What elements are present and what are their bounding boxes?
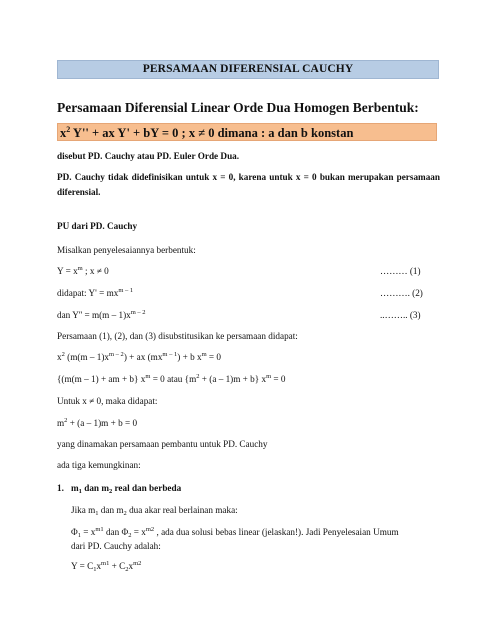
gen-s1: 1 <box>93 566 97 573</box>
case1-s1: 1 <box>78 488 82 495</box>
phi-c: dan Φ <box>103 527 129 537</box>
general-solution <box>71 561 141 571</box>
pembantu-line: yang dinamakan persamaan pembantu untuk PD. Cauchy <box>57 439 268 449</box>
gen-a: Y = C <box>71 561 94 571</box>
case1-num: 1. <box>57 483 64 493</box>
ref-2: ………. (2) <box>380 288 423 298</box>
eq-rest: Y'' + ax Y' + bY = 0 ; x ≠ 0 dimana : a dan b konstan <box>70 126 354 140</box>
eq2-sup: m – 1 <box>118 287 134 294</box>
jika-s1: 1 <box>95 510 99 517</box>
ref-1: ……… (1) <box>380 266 421 276</box>
eq1-b: ; x ≠ 0 <box>82 266 109 276</box>
misalkan-line: Misalkan penyelesaiannya berbentuk: <box>57 245 196 255</box>
jika-b: dan m <box>98 505 124 515</box>
eq4-s4: m <box>201 351 207 358</box>
eq5-s3: m <box>266 373 272 380</box>
phi-b: = x <box>80 527 96 537</box>
main-equation <box>57 123 437 141</box>
phi-e: , ada dua solusi bebas linear (jelaskan!). Jadi Penyelesaian Umum <box>154 527 399 537</box>
phi-d: = x <box>131 527 146 537</box>
eq6-a: m <box>57 418 65 428</box>
equation-2 <box>57 288 133 298</box>
tidak-paragraph: PD. Cauchy tidak didefinisikan untuk x = 0, karena untuk x = 0 bukan merupakan persamaan diferensial. <box>57 172 440 197</box>
disebut-line: disebut PD. Cauchy atau PD. Euler Orde Dua. <box>57 151 240 161</box>
gen-sp2: m2 <box>133 560 142 567</box>
eq-sup: 2 <box>66 125 71 134</box>
eq4-s3: m – 1 <box>162 351 178 358</box>
section-heading: Persamaan Diferensial Linear Orde Dua Homogen Berbentuk: <box>57 100 419 115</box>
eq6-b: + (a – 1)m + b = 0 <box>67 418 138 428</box>
eq4-a: x <box>57 352 62 362</box>
untuk-line: Untuk x ≠ 0, maka didapat: <box>57 396 158 406</box>
jika-line <box>71 505 238 515</box>
document-title: PERSAMAAN DIFERENSIAL CAUCHY <box>57 60 439 79</box>
eq3-sup: m – 2 <box>130 309 146 316</box>
eq4-b: (m(m – 1)x <box>64 352 109 362</box>
eq5-d: = 0 <box>271 374 286 384</box>
equation-5 <box>57 374 286 384</box>
phi-sp2: m2 <box>145 526 155 533</box>
subst-line: Persamaan (1), (2), dan (3) disubstitusikan ke persamaan didapat: <box>57 331 298 341</box>
phi-a: Φ <box>71 527 78 537</box>
gen-sp1: m1 <box>101 560 110 567</box>
equation-4 <box>57 352 221 362</box>
case1-s2: 2 <box>108 488 113 495</box>
eq1-sup: m <box>77 265 83 272</box>
eq6-s1: 2 <box>64 417 68 424</box>
phi-s1: 1 <box>77 532 81 539</box>
ref-3: ..…….. (3) <box>380 310 421 320</box>
gen-s2: 2 <box>125 566 129 573</box>
eq5-a: {(m(m – 1) + am + b} x <box>57 374 146 384</box>
gen-b: x <box>96 561 102 571</box>
eq1-a: Y = x <box>57 266 78 276</box>
jika-c: dua akar real berlainan maka: <box>126 505 238 515</box>
pu-heading: PU dari PD. Cauchy <box>57 221 138 231</box>
eq4-s1: 2 <box>61 351 65 358</box>
eq5-s1: m <box>145 373 151 380</box>
case1-b: dan m <box>81 483 109 493</box>
phi-s2: 2 <box>128 532 132 539</box>
phi-line <box>71 527 399 537</box>
jika-a: Jika m <box>71 505 96 515</box>
eq2-a: didapat: Y' = mx <box>57 288 119 298</box>
equation-6 <box>57 418 137 428</box>
gen-d: x <box>128 561 134 571</box>
gen-c: + C <box>109 561 126 571</box>
equation-1 <box>57 266 109 276</box>
eq4-d: ) + b x <box>177 352 202 362</box>
kemungkinan-line: ada tiga kemungkinan: <box>57 460 141 470</box>
eq5-s2: 2 <box>196 373 200 380</box>
case1-a: m <box>71 483 79 493</box>
eq-x: x <box>60 126 67 140</box>
phi-sp1: m1 <box>95 526 104 533</box>
case1-c: real dan berbeda <box>112 483 182 493</box>
case-1-heading <box>57 483 181 493</box>
eq4-s2: m – 2 <box>109 351 124 358</box>
eq5-b: = 0 atau {m <box>150 374 197 384</box>
jika-s2: 2 <box>123 510 127 517</box>
phi-cont-line: dari PD. Cauchy adalah: <box>71 541 161 551</box>
eq4-c: ) + ax (mx <box>123 352 163 362</box>
eq5-c: + (a – 1)m + b} x <box>199 374 267 384</box>
equation-3 <box>57 310 146 320</box>
eq4-e: = 0 <box>206 352 221 362</box>
eq3-a: dan Y'' = m(m – 1)x <box>57 310 131 320</box>
